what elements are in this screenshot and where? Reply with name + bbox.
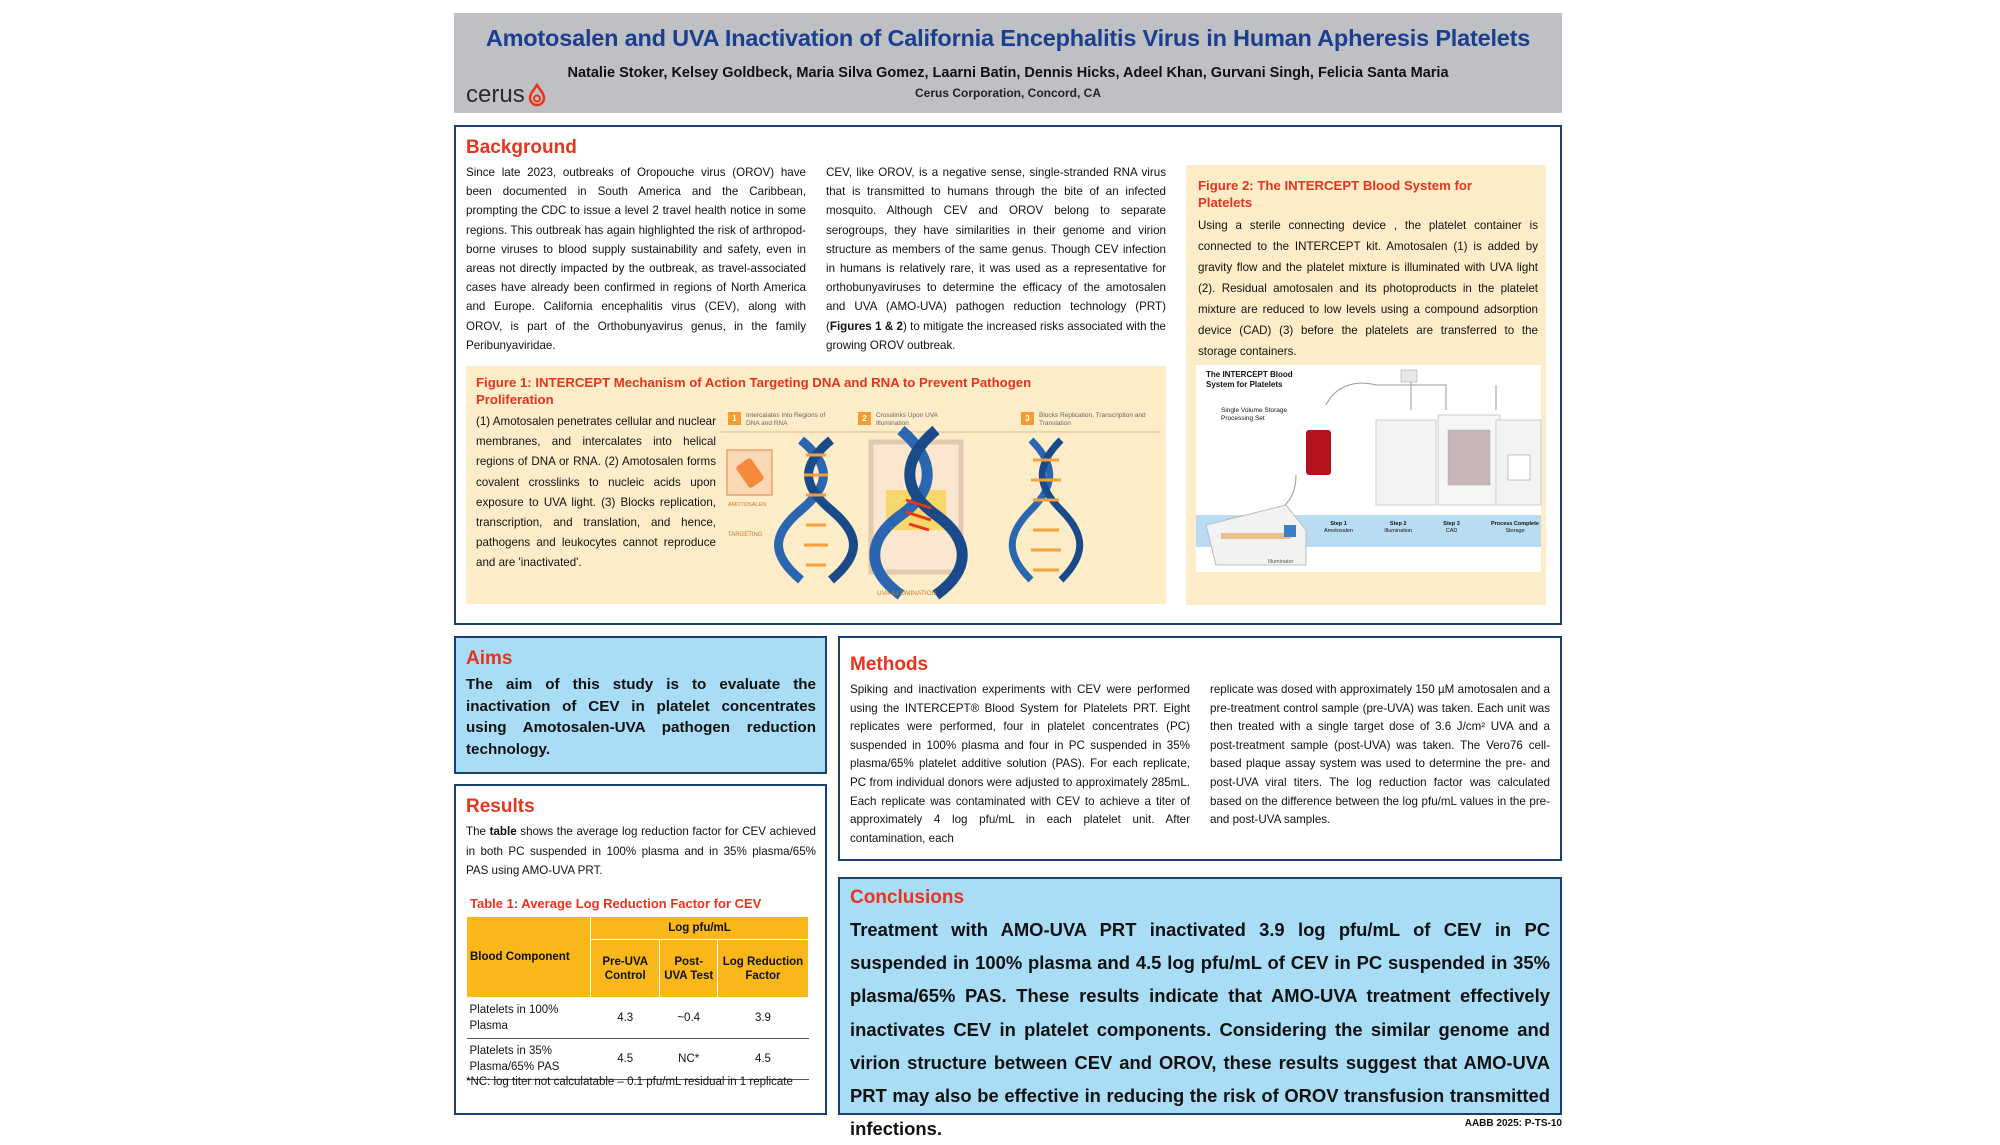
- cerus-logo: [466, 81, 547, 109]
- figure-2-title: Figure 2: The INTERCEPT Blood System for Platelets: [1198, 178, 1473, 210]
- background-heading: Background: [466, 137, 577, 158]
- table-row: Platelets in 100% Plasma 4.3 ~0.4 3.9: [467, 998, 809, 1039]
- mechanism-illustration: [721, 430, 1161, 600]
- poster-title: Amotosalen and UVA Inactivation of California Encephalitis Virus in Human Apheresis Platelets: [485, 25, 1531, 51]
- label-targeting: TARGETING: [728, 532, 763, 538]
- results-table: [466, 916, 809, 1080]
- results-panel: [454, 784, 827, 1115]
- results-heading: Results: [466, 796, 535, 817]
- poster-code: AABB 2025: P-TS-10: [1464, 1118, 1562, 1129]
- figure-2-text: Using a sterile connecting device , the platelet container is connected to the INTERCEPT kit. Amotosalen (1) is added by gravity flow and the platelet mixture is illuminated with UVA light (2). Residual amotosalen and its photoproducts in the platelet mixture are reduced to low levels using a compound adsorption device (CAD) (3) before the platelets are transferred to the storage containers.: [1198, 219, 1538, 358]
- col-post-uva: Post-UVA Test: [660, 940, 718, 998]
- background-col2: [826, 163, 1166, 355]
- step-label: Intercalates Into Regions of DNA and RNA: [746, 412, 826, 427]
- figure-1-step-2: [858, 412, 968, 428]
- table-title: Table 1: Average Log Reduction Factor for CEV: [470, 896, 762, 911]
- step-number-badge: 3: [1021, 412, 1034, 425]
- methods-heading: Methods: [850, 654, 929, 675]
- figure-2: [1186, 165, 1546, 605]
- header: [454, 13, 1562, 113]
- intercept-system-image: [1196, 365, 1541, 572]
- background-panel: [454, 125, 1562, 625]
- figure-1: [466, 366, 1166, 604]
- label-uva-illumination: UVA ILLUMINATION: [877, 590, 937, 597]
- conclusions-text: Treatment with AMO-UVA PRT inactivated 3.9 log pfu/mL of CEV in PC suspended in 100% plasma and 4.5 log pfu/mL of CEV in PC suspended in 35% plasma/65% PAS. These results indicate that AMO-UVA treatment effectively inactivates CEV in platelet components. Considering the similar genome and virion structure between CEV and OROV, these results suggest that AMO-UVA PRT may also be effective in reducing the risk of OROV transfusion transmitted infections.: [850, 919, 1550, 1140]
- process-step: Step 2 Illumination: [1384, 521, 1413, 534]
- illuminator-label: Illuminator: [1268, 559, 1294, 565]
- intercept-system-drawing: [1196, 365, 1541, 572]
- poster: [454, 13, 1562, 1140]
- figure-1-step-1: [728, 412, 838, 428]
- table-footnote: *NC: log titer not calculatable – 0.1 pfu/mL residual in 1 replicate: [466, 1076, 793, 1088]
- affiliation: Cerus Corporation, Concord, CA: [914, 86, 1101, 100]
- methods-col1: Spiking and inactivation experiments with CEV were performed using the INTERCEPT® Blood System for Platelets PRT. Eight replicates were performed, four in platelet concentrates (PC) suspended in 100% plasma and four in PC suspended in 35% plasma/65% platelet additive solution (PAS). For each replicate, PC from individual donors were adjusted to approximately 285mL. Each replicate was contaminated with CEV to achieve a titer of approximately 4 log pfu/mL in each platelet unit. After contamination, each: [850, 683, 1190, 845]
- aims-panel: [454, 636, 827, 774]
- background-col2-a: CEV, like OROV, is a negative sense, single-stranded RNA virus that is transmitted to humans through the bite of an infected mosquito. Although CEV and OROV belong to separate serogroups, they have similarities in their genome and virion structure as members of the same genus. Though CEV infection in humans is relatively rare, it was used as a representative for orthobunyaviruses to determine the efficacy of the amotosalen and UVA (AMO-UVA) pathogen reduction technology (PRT) (: [826, 166, 1166, 333]
- conclusions-heading: Conclusions: [850, 887, 965, 908]
- step-number-badge: 1: [728, 412, 741, 425]
- drop-icon: [527, 83, 547, 107]
- background-col1: Since late 2023, outbreaks of Oropouche virus (OROV) have been documented in South America and the Caribbean, prompting the CDC to issue a level 2 travel health notice in some regions. This outbreak has again highlighted the risk of arthropod-borne viruses to blood supply sustainability and safety, even in areas not directly impacted by the outbreak, as travel-associated cases have already been confirmed in regions of North America and Europe. California encephalitis virus (CEV), along with OROV, is part of the Orthobunyavirus genus, in the family Peribunyaviridae.: [466, 166, 806, 352]
- process-step: Step 3 CAD: [1443, 521, 1460, 534]
- aims-heading: Aims: [466, 648, 513, 669]
- figure-1-title: Figure 1: INTERCEPT Mechanism of Action Targeting DNA and RNA to Prevent Pathogen Proliferation: [476, 375, 1032, 407]
- methods-panel: [838, 636, 1562, 861]
- background-col2-b: ) to mitigate the increased risks associated with the growing OROV outbreak.: [826, 319, 1166, 352]
- process-step: Process Complete Storage: [1491, 521, 1539, 534]
- image-title: The INTERCEPT Blood System for Platelets: [1206, 370, 1293, 389]
- figure-1-step-3: [1021, 412, 1151, 428]
- logo-text: cerus: [466, 81, 525, 108]
- author-list: Natalie Stoker, Kelsey Goldbeck, Maria Silva Gomez, Laarni Batin, Dennis Hicks, Adeel Khan, Gurvani Singh, Felicia Santa Maria: [567, 65, 1449, 81]
- step-label: Crosslinks Upon UVA Illumination: [876, 412, 938, 427]
- group-header: Log pfu/mL: [591, 917, 809, 940]
- col-blood-component: Blood Component: [467, 917, 591, 998]
- col-log-reduction: Log Reduction Factor: [717, 940, 808, 998]
- table-reference: table: [489, 825, 517, 838]
- col-pre-uva: Pre-UVA Control: [591, 940, 660, 998]
- step-label: Blocks Replication, Transcription and Translation: [1039, 412, 1146, 427]
- methods-col2: replicate was dosed with approximately 150 µM amotosalen and a pre-treatment control sample (pre-UVA) was taken. Each unit was then treated with a single target dose of 3.6 J/cm² UVA and a post-treatment sample (post-UVA) was taken. The Vero76 cell-based plaque assay system was used to determine the pre- and post-UVA viral titers. The log reduction factor was calculated based on the difference between the log pfu/mL values in the pre- and post-UVA samples.: [1210, 683, 1550, 827]
- figures-reference: Figures 1 & 2: [829, 319, 903, 333]
- dna-helix-1: [779, 440, 854, 580]
- process-step: Step 1 Amotosalen: [1324, 521, 1354, 534]
- step-number-badge: 2: [858, 412, 871, 425]
- process-steps: [1324, 521, 1539, 535]
- table-row: Platelets in 35% Plasma/65% PAS 4.5 NC* 4.5: [467, 1039, 809, 1080]
- label-amotosalen: AMOTOSALEN: [728, 502, 767, 508]
- figure-1-text: (1) Amotosalen penetrates cellular and nuclear membranes, and intercalates into helical regions of DNA or RNA. (2) Amotosalen forms covalent crosslinks to nucleic acids upon exposure to UVA light. (3) Blocks replication, transcription, and translation, and hence, pathogens and leukocytes cannot reproduce and are 'inactivated'.: [476, 415, 716, 570]
- processing-set-label: Single Volume Storage Processing Set: [1221, 407, 1288, 422]
- results-text: The table shows the average log reduction factor for CEV achieved in both PC suspended in 100% plasma and in 35% plasma/65% PAS using AMO-UVA PRT.: [466, 825, 816, 877]
- aims-text: The aim of this study is to evaluate the inactivation of CEV in platelet concentrates using Amotosalen-UVA pathogen reduction technology.: [466, 676, 816, 758]
